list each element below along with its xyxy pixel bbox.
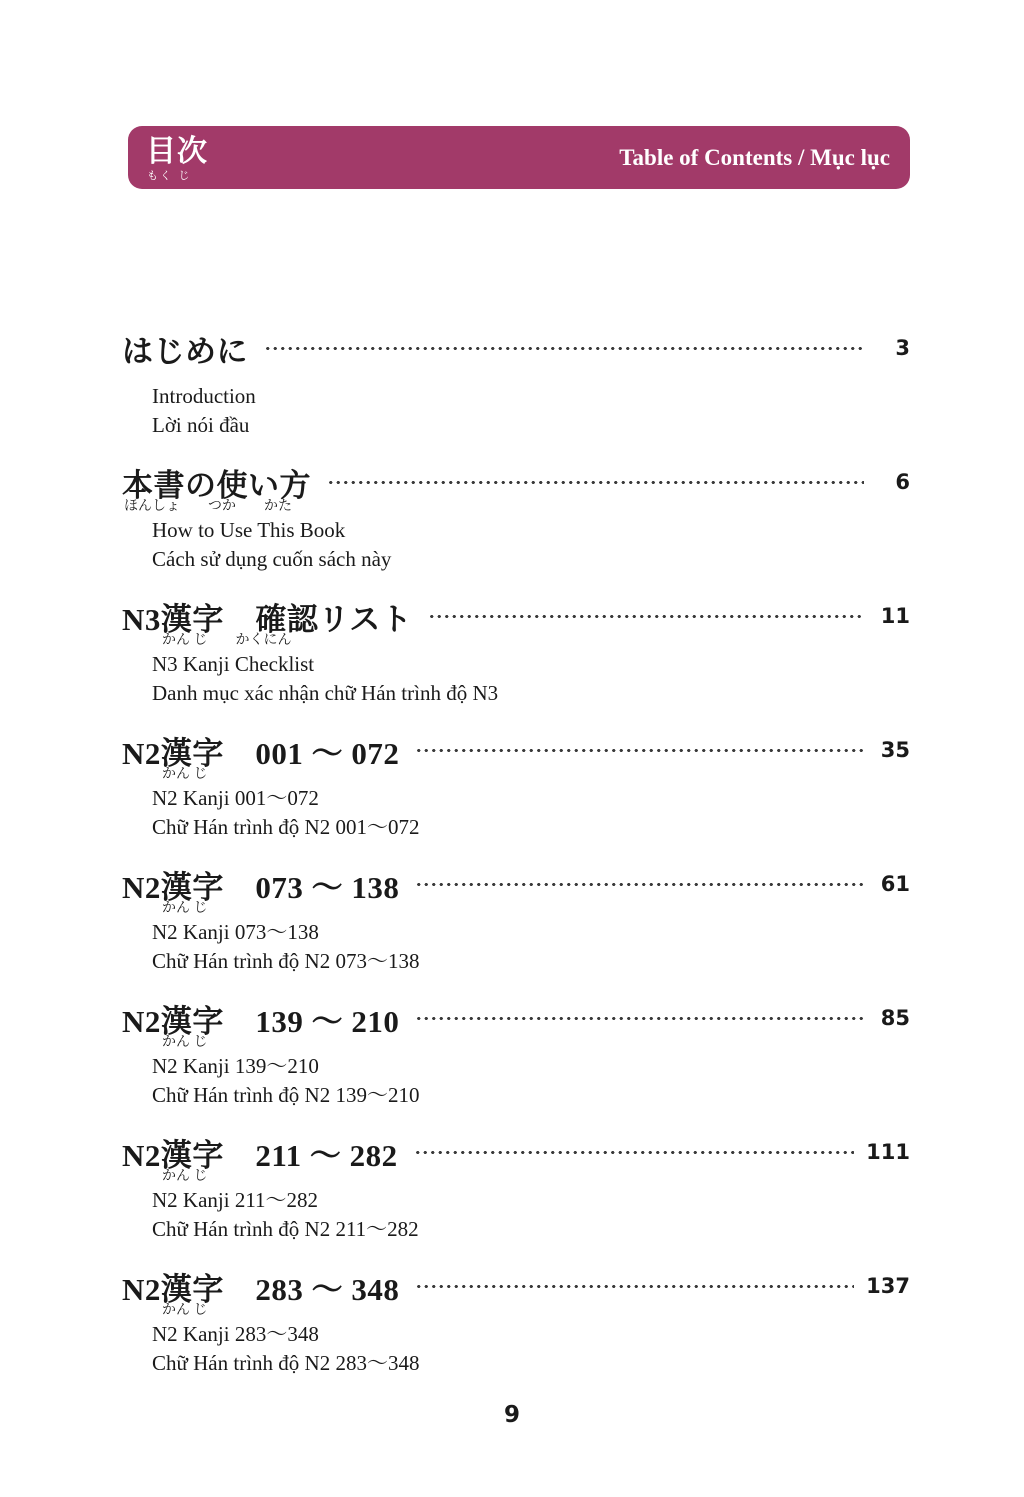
toc-entry xyxy=(122,733,910,867)
toc-entry xyxy=(122,1269,910,1403)
entry-page-number: 111 xyxy=(866,1140,910,1164)
entry-subtitle-en: Introduction xyxy=(152,384,256,408)
toc-entry xyxy=(122,331,910,465)
toc-entry xyxy=(122,867,910,1001)
header-title-furigana: もく じ xyxy=(147,169,192,182)
dotted-leader xyxy=(414,1150,854,1155)
entry-subtitle-vi: Cách sử dụng cuốn sách này xyxy=(152,547,392,571)
entry-page-number: 6 xyxy=(895,470,910,494)
toc-entry-title-row xyxy=(122,331,910,369)
entry-title: N2漢字 139 〜 210 xyxy=(122,1003,400,1039)
dotted-leader xyxy=(264,346,864,351)
entry-page-number: 35 xyxy=(880,738,910,762)
entry-title: N2漢字 001 〜 072 xyxy=(122,735,400,771)
toc-list xyxy=(122,331,910,1403)
dotted-leader xyxy=(428,614,864,619)
entry-furigana: かん じ かくにん xyxy=(162,633,292,648)
entry-page-number: 11 xyxy=(880,604,910,628)
entry-subtitle-vi: Chữ Hán trình độ N2 001〜072 xyxy=(152,815,420,839)
toc-entry-title-row xyxy=(122,867,910,905)
entry-title: N2漢字 283 〜 348 xyxy=(122,1271,400,1307)
toc-entry xyxy=(122,599,910,733)
toc-entry xyxy=(122,1001,910,1135)
entry-page-number: 137 xyxy=(866,1274,910,1298)
page-header-banner xyxy=(128,126,910,189)
entry-subtitle-en: N2 Kanji 139〜210 xyxy=(152,1054,319,1078)
entry-subtitle-vi: Chữ Hán trình độ N2 139〜210 xyxy=(152,1083,420,1107)
header-title-block xyxy=(146,134,208,182)
entry-furigana: かん じ xyxy=(162,1303,208,1318)
entry-furigana: かん じ xyxy=(162,1169,208,1184)
toc-entry-title-row xyxy=(122,465,910,503)
entry-furigana: ほんしょ つか かた xyxy=(124,499,292,514)
entry-subtitle-vi: Chữ Hán trình độ N2 073〜138 xyxy=(152,949,420,973)
entry-subtitle-en: N2 Kanji 001〜072 xyxy=(152,786,319,810)
toc-entry-title-row xyxy=(122,599,910,637)
dotted-leader xyxy=(415,1284,854,1289)
entry-subtitle-vi: Chữ Hán trình độ N2 283〜348 xyxy=(152,1351,420,1375)
entry-subtitle-vi: Lời nói đầu xyxy=(152,413,250,437)
entry-page-number: 61 xyxy=(880,872,910,896)
toc-entry xyxy=(122,465,910,599)
header-title-ja: 目次 xyxy=(146,134,208,169)
toc-entry-title-row xyxy=(122,733,910,771)
entry-furigana: かん じ xyxy=(162,1035,208,1050)
entry-subtitle-vi: Danh mục xác nhận chữ Hán trình độ N3 xyxy=(152,681,499,705)
entry-subtitle-en: How to Use This Book xyxy=(152,518,346,542)
entry-furigana: かん じ xyxy=(162,901,208,916)
entry-furigana: かん じ xyxy=(162,767,208,782)
entry-subtitle-en: N2 Kanji 283〜348 xyxy=(152,1322,319,1346)
entry-subtitle-vi: Chữ Hán trình độ N2 211〜282 xyxy=(152,1217,419,1241)
entry-subtitle-en: N2 Kanji 073〜138 xyxy=(152,920,319,944)
header-subtitle: Table of Contents / Mục lục xyxy=(619,144,890,170)
entry-subtitle-en: N2 Kanji 211〜282 xyxy=(152,1188,319,1212)
toc-entry-title-row xyxy=(122,1135,910,1173)
toc-entry-title-row xyxy=(122,1001,910,1039)
dotted-leader xyxy=(415,748,864,753)
dotted-leader xyxy=(327,480,864,485)
entry-title: N3漢字 確認リスト xyxy=(122,601,413,637)
entry-subtitle-en: N3 Kanji Checklist xyxy=(152,652,315,676)
entry-title: 本書の使い方 xyxy=(122,467,311,503)
toc-entry xyxy=(122,1135,910,1269)
entry-page-number: 3 xyxy=(895,336,910,360)
entry-title: N2漢字 211 〜 282 xyxy=(122,1137,398,1173)
page-number: 9 xyxy=(503,1402,520,1428)
entry-title: はじめに xyxy=(122,333,248,369)
toc-entry-title-row xyxy=(122,1269,910,1307)
dotted-leader xyxy=(415,882,864,887)
entry-page-number: 85 xyxy=(880,1006,910,1030)
dotted-leader xyxy=(415,1016,864,1021)
entry-title: N2漢字 073 〜 138 xyxy=(122,869,400,905)
